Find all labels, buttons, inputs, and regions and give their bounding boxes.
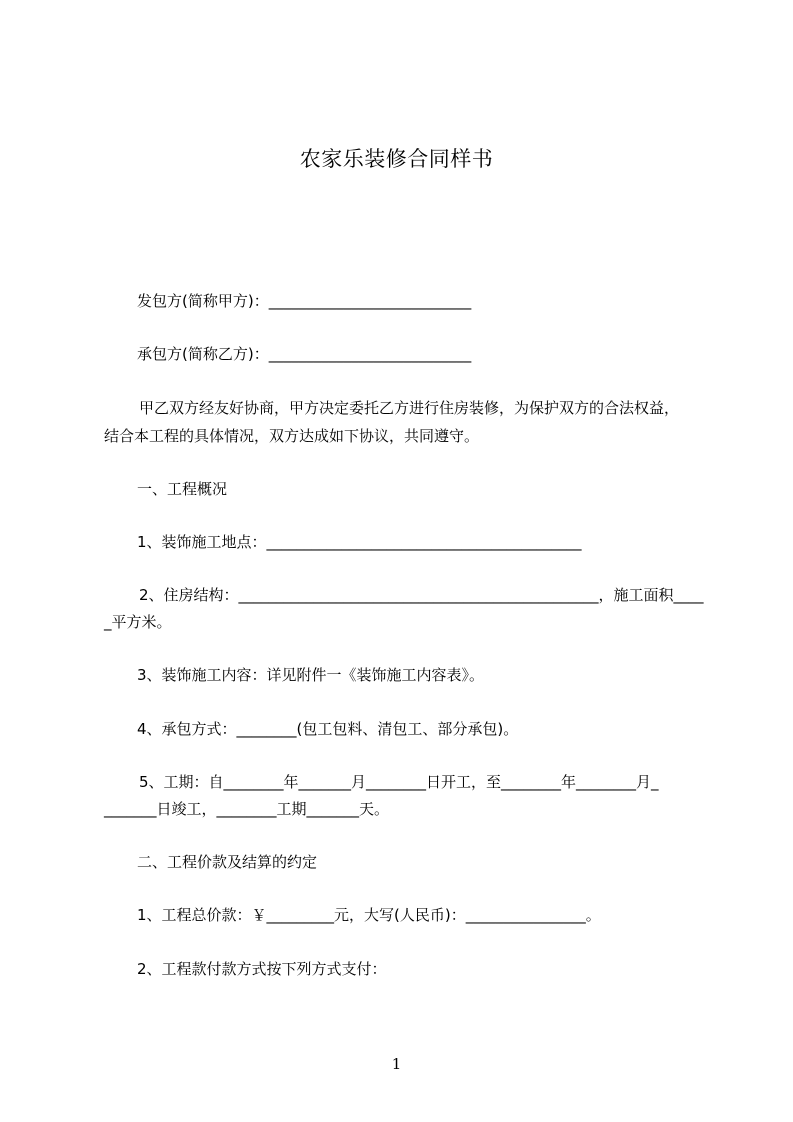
intro-paragraph-line-2: 结合本工程的具体情况，双方达成如下协议，共同遵守。 — [104, 427, 480, 445]
clause-1-1: 1、装饰施工地点：__________________________________________ — [137, 533, 582, 551]
clause-1-2-line-2: _平方米。 — [104, 613, 172, 631]
page-number: 1 — [391, 1055, 402, 1073]
clause-1-2-line-1: 2、住房结构：________________________________________________，施工面积____ — [139, 586, 704, 604]
clause-1-5-line-1: 5、工期：自________年_______月________日开工，至________年________月_ — [139, 773, 659, 791]
clause-1-5-line-2: _______日竣工，________工期_______天。 — [104, 800, 390, 818]
party-a-line: 发包方(简称甲方)：___________________________ — [137, 292, 472, 310]
clause-1-4: 4、承包方式：________(包工包料、清包工、部分承包)。 — [137, 720, 519, 738]
party-b-line: 承包方(简称乙方)：___________________________ — [137, 345, 472, 363]
document-title: 农家乐装修合同样书 — [299, 147, 494, 171]
clause-1-3: 3、装饰施工内容：详见附件一《装饰施工内容表》。 — [137, 666, 485, 684]
clause-2-1: 1、工程总价款：￥_________元，大写(人民币)：________________。 — [137, 906, 601, 924]
intro-paragraph-line-1: 甲乙双方经友好协商，甲方决定委托乙方进行住房装修，为保护双方的合法权益， — [139, 399, 680, 417]
clause-2-2: 2、工程款付款方式按下列方式支付： — [137, 960, 387, 978]
section-heading-1: 一、工程概况 — [137, 480, 228, 498]
section-heading-2: 二、工程价款及结算的约定 — [137, 853, 318, 871]
